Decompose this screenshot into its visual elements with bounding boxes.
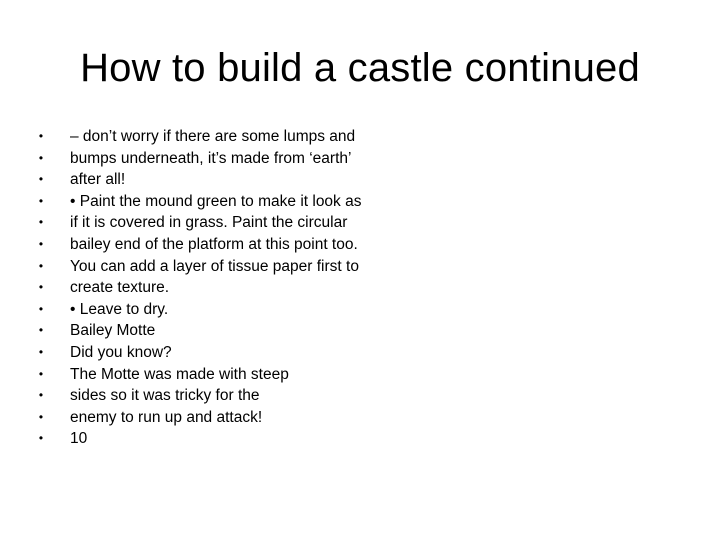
list-item [36, 256, 416, 278]
bullet-text: bumps underneath, it’s made from ‘earth’ [70, 149, 352, 167]
bullet-icon: • [38, 258, 44, 273]
bullet-text: bailey end of the platform at this point too. [70, 235, 358, 253]
bullet-text: 10 [70, 430, 88, 448]
bullet-text: • Paint the mound green to make it look as [70, 192, 362, 210]
bullet-icon: • [38, 431, 44, 446]
list-item [36, 169, 416, 191]
list-item [36, 212, 416, 234]
bullet-icon: • [38, 172, 44, 187]
bullet-icon: • [38, 344, 44, 359]
bullet-text: – don’t worry if there are some lumps and [70, 128, 356, 145]
bullet-icon: • [38, 409, 44, 424]
bullet-icon: • [38, 388, 44, 403]
list-item [36, 277, 416, 299]
bullet-text: Did you know? [70, 343, 172, 361]
bullet-text: create texture. [70, 279, 170, 297]
bullet-text: The Motte was made with steep [70, 365, 289, 383]
bullet-icon: • [38, 193, 44, 208]
bullet-icon: • [38, 129, 44, 143]
bullet-text: if it is covered in grass. Paint the circular [70, 214, 348, 232]
list-item [36, 342, 416, 364]
bullet-text: Bailey Motte [70, 322, 156, 340]
bullet-icon: • [38, 150, 44, 165]
list-item [36, 148, 416, 170]
list-item [36, 364, 416, 386]
bullet-text: enemy to run up and attack! [70, 408, 263, 426]
bullet-icon: • [38, 236, 44, 251]
bullet-icon: • [38, 280, 44, 295]
list-item [36, 428, 416, 450]
list-item [36, 234, 416, 256]
slide-title: How to build a castle continued [80, 46, 640, 90]
bullet-icon: • [38, 323, 44, 338]
bullet-text: sides so it was tricky for the [70, 387, 260, 405]
bullet-icon: • [38, 366, 44, 381]
list-item [36, 385, 416, 407]
list-item [36, 126, 416, 148]
bullet-list [36, 126, 416, 450]
bullet-text: after all! [70, 171, 126, 189]
list-item [36, 299, 416, 321]
bullet-icon: • [38, 215, 44, 230]
list-item [36, 320, 416, 342]
bullet-text: • Leave to dry. [70, 300, 169, 318]
bullet-icon: • [38, 301, 44, 316]
list-item [36, 191, 416, 213]
bullet-text: You can add a layer of tissue paper first to [70, 257, 359, 275]
list-item [36, 407, 416, 429]
